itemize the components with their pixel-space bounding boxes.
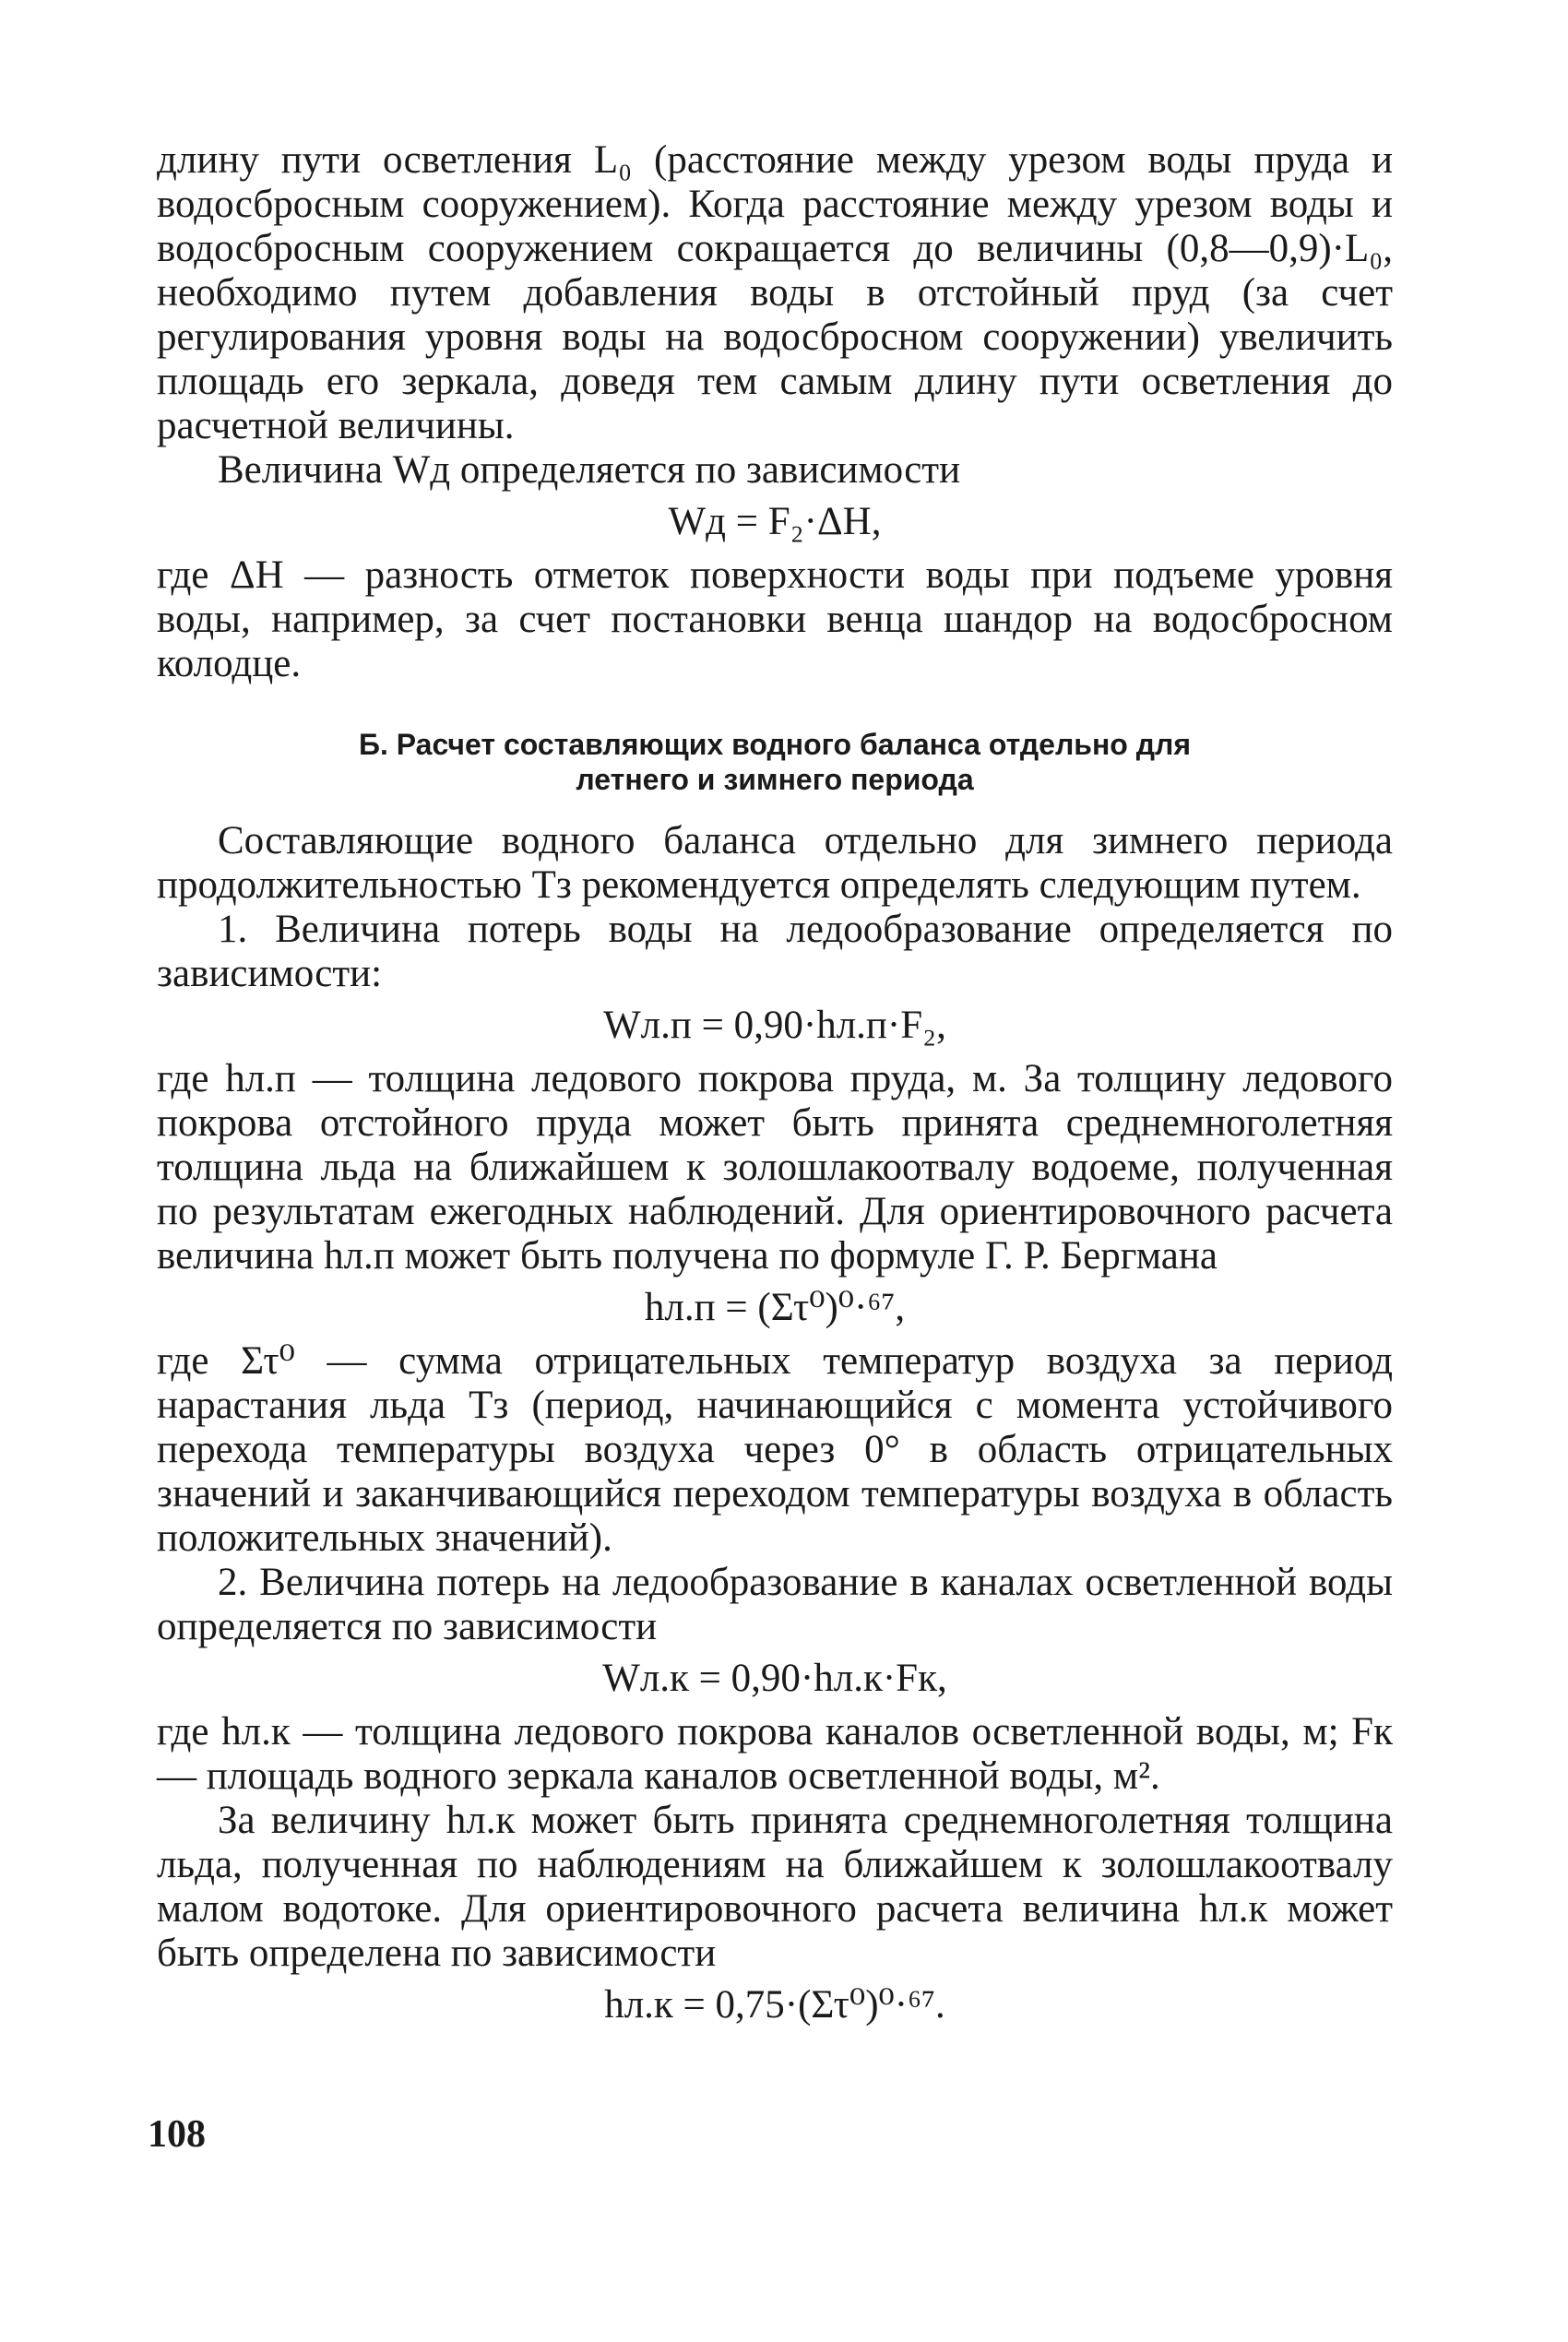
- paragraph-1: длину пути осветления L₀ (расстояние между урезом воды пруда и водосбросным сооружением). Когда расстояние между урезом воды и водосбросным сооружением сокращается до величины (0,8—0,9)·L₀, необходимо путем добавления воды в отстойный пруд (за счет регулирования уровня воды на водосбросном сооружении) увеличить площадь его зеркала, доведя тем самым длину пути осветления до расчетной величины.: [157, 138, 1393, 447]
- paragraph-9: где hл.к — толщина ледового покрова каналов осветленной воды, м; Fк — площадь водного зеркала каналов осветленной воды, м².: [157, 1710, 1393, 1798]
- paragraph-5: 1. Величина потерь воды на ледообразование определяется по зависимости:: [157, 908, 1393, 995]
- formula-3: hл.п = (Στ⁰)⁰·⁶⁷,: [644, 1286, 906, 1329]
- paragraph-7: где Στ⁰ — сумма отрицательных температур воздуха за период нарастания льда Tз (период, начинающийся с момента устойчивого перехода температуры воздуха через 0° в область отрицательных значений и заканчивающийся переходом температуры воздуха в область положительных значений).: [157, 1339, 1393, 1560]
- paragraph-6: где hл.п — толщина ледового покрова пруда, м. За толщину ледового покрова отстойного пруда может быть принята среднемноголетняя толщина льда на ближайшем к золошлакоотвалу водоеме, полученная по результатам ежегодных наблюдений. Для ориентировочного расчета величина hл.п может быть получена по формуле Г. Р. Бергмана: [157, 1057, 1393, 1278]
- page-number: 108: [148, 2113, 206, 2156]
- formula-4: Wл.к = 0,90·hл.к·Fк,: [602, 1657, 947, 1700]
- section-title: [157, 727, 1393, 797]
- section-title-line-2: летнего и зимнего периода: [576, 763, 974, 796]
- page-body: [157, 138, 1393, 2037]
- paragraph-10: За величину hл.к может быть принята среднемноголетняя толщина льда, полученная по наблюдениям на ближайшем к золошлакоотвалу малом водотоке. Для ориентировочного расчета величина hл.к может быть определена по зависимости: [157, 1799, 1393, 1975]
- paragraph-4: Составляющие водного баланса отдельно для зимнего периода продолжительностью Tз рекомендуется определять следующим путем.: [157, 819, 1393, 907]
- paragraph-8: 2. Величина потерь на ледообразование в каналах осветленной воды определяется по зависимости: [157, 1561, 1393, 1648]
- formula-1: Wд = F₂·ΔH,: [668, 500, 882, 543]
- paragraph-3: где ΔH — разность отметок поверхности воды при подъеме уровня воды, например, за счет постановки венца шандор на водосбросном колодце.: [157, 553, 1393, 685]
- section-title-line-1: Б. Расчет составляющих водного баланса отдельно для: [358, 728, 1192, 761]
- formula-5: hл.к = 0,75·(Στ⁰)⁰·⁶⁷.: [604, 1983, 945, 2027]
- formula-2: Wл.п = 0,90·hл.п·F₂,: [603, 1004, 946, 1047]
- paragraph-2: Величина Wд определяется по зависимости: [218, 448, 961, 492]
